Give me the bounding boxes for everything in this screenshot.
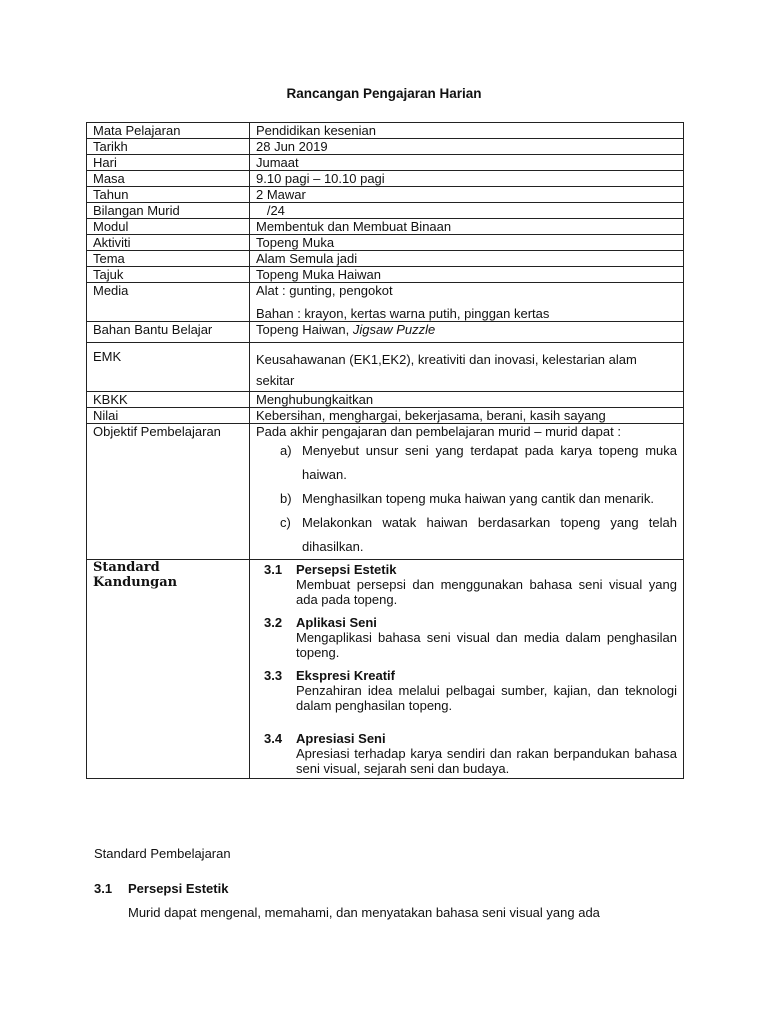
document-title: Rancangan Pengajaran Harian <box>286 86 482 101</box>
table-row <box>87 203 684 219</box>
section-title: Persepsi Estetik <box>128 881 229 896</box>
table-row <box>87 187 684 203</box>
list-text: Menghasilkan topeng muka haiwan yang cantik dan menarik. <box>302 491 654 506</box>
table-row <box>87 560 684 779</box>
standard-item <box>256 615 677 660</box>
bbb-value: Topeng Haiwan, <box>256 322 353 337</box>
table-row <box>87 343 684 392</box>
row-label: EMK <box>87 343 250 392</box>
standard-body: Penzahiran idea melalui pelbagai sumber, kajian, dan teknologi dalam penghasilan topeng. <box>296 683 677 713</box>
row-label: Bilangan Murid <box>87 203 250 219</box>
standard-head: Aplikasi Seni <box>296 615 377 630</box>
objektif-list <box>256 439 677 559</box>
lesson-plan-table <box>86 122 684 779</box>
row-label: Masa <box>87 171 250 187</box>
bbb-value-italic: Jigsaw Puzzle <box>352 322 436 337</box>
table-row <box>87 219 684 235</box>
section-num: 3.1 <box>94 881 113 896</box>
standard-item <box>256 562 677 607</box>
standard-head: Ekspresi Kreatif <box>296 668 395 683</box>
table-row <box>87 171 684 187</box>
list-text: Melakonkan watak haiwan berdasarkan topeng yang telah dihasilkan. <box>302 515 677 554</box>
list-marker: c) <box>280 515 291 530</box>
standard-num: 3.1 <box>264 562 283 577</box>
row-value: 2 Mawar <box>250 187 684 203</box>
row-value: Membentuk dan Membuat Binaan <box>250 219 684 235</box>
table-row <box>87 139 684 155</box>
standard-num: 3.3 <box>264 668 283 683</box>
row-value: Kebersihan, menghargai, bekerjasama, berani, kasih sayang <box>250 408 684 424</box>
row-label: Tahun <box>87 187 250 203</box>
row-value <box>250 283 684 322</box>
row-label: Nilai <box>87 408 250 424</box>
standard-pembelajaran-label: Standard Pembelajaran <box>94 846 231 861</box>
row-label: Bahan Bantu Belajar <box>87 322 250 343</box>
list-item <box>256 439 677 487</box>
row-value: Topeng Muka <box>250 235 684 251</box>
list-marker: b) <box>280 491 292 506</box>
table-row <box>87 424 684 560</box>
row-value: Menghubungkaitkan <box>250 392 684 408</box>
table-row <box>87 408 684 424</box>
row-value: Alam Semula jadi <box>250 251 684 267</box>
row-value: 9.10 pagi – 10.10 pagi <box>250 171 684 187</box>
objektif-intro: Pada akhir pengajaran dan pembelajaran murid – murid dapat : <box>256 424 621 439</box>
table-row <box>87 235 684 251</box>
section-body: Murid dapat mengenal, memahami, dan menyatakan bahasa seni visual yang ada <box>128 905 600 920</box>
row-label: Standard Kandungan <box>87 560 250 779</box>
row-label: Media <box>87 283 250 322</box>
row-value: 28 Jun 2019 <box>250 139 684 155</box>
section-heading <box>94 881 228 896</box>
list-text: Menyebut unsur seni yang terdapat pada karya topeng muka haiwan. <box>302 443 677 482</box>
standard-body: Apresiasi terhadap karya sendiri dan rakan berpandukan bahasa seni visual, sejarah seni dan budaya. <box>296 746 677 776</box>
row-value: Pendidikan kesenian <box>250 123 684 139</box>
standard-num: 3.2 <box>264 615 283 630</box>
standard-head: Persepsi Estetik <box>296 562 397 577</box>
row-label: Objektif Pembelajaran <box>87 424 250 560</box>
row-value: Jumaat <box>250 155 684 171</box>
standard-item <box>256 731 677 776</box>
table-row <box>87 322 684 343</box>
row-label: Aktiviti <box>87 235 250 251</box>
standard-num: 3.4 <box>264 731 283 746</box>
row-label: Hari <box>87 155 250 171</box>
row-value: Keusahawanan (EK1,EK2), kreativiti dan inovasi, kelestarian alam sekitar <box>250 343 684 392</box>
row-label: Tajuk <box>87 267 250 283</box>
table-row <box>87 251 684 267</box>
row-value <box>250 322 684 343</box>
list-marker: a) <box>280 443 292 458</box>
table-row <box>87 123 684 139</box>
media-alat: Alat : gunting, pengokot <box>256 283 393 298</box>
row-value: Topeng Muka Haiwan <box>250 267 684 283</box>
row-label: Mata Pelajaran <box>87 123 250 139</box>
table-row <box>87 392 684 408</box>
standard-body: Membuat persepsi dan menggunakan bahasa seni visual yang ada pada topeng. <box>296 577 677 607</box>
table-row <box>87 155 684 171</box>
list-item <box>256 511 677 559</box>
row-value <box>250 560 684 779</box>
row-value: /24 <box>250 203 684 219</box>
row-value <box>250 424 684 560</box>
row-label: Tarikh <box>87 139 250 155</box>
row-label: Tema <box>87 251 250 267</box>
table-row <box>87 267 684 283</box>
table-row <box>87 283 684 322</box>
media-bahan: Bahan : krayon, kertas warna putih, pinggan kertas <box>256 306 550 321</box>
row-label: Modul <box>87 219 250 235</box>
row-label: KBKK <box>87 392 250 408</box>
standard-item <box>256 668 677 713</box>
standard-head: Apresiasi Seni <box>296 731 386 746</box>
list-item <box>256 487 677 511</box>
standard-body: Mengaplikasi bahasa seni visual dan media dalam penghasilan topeng. <box>296 630 677 660</box>
